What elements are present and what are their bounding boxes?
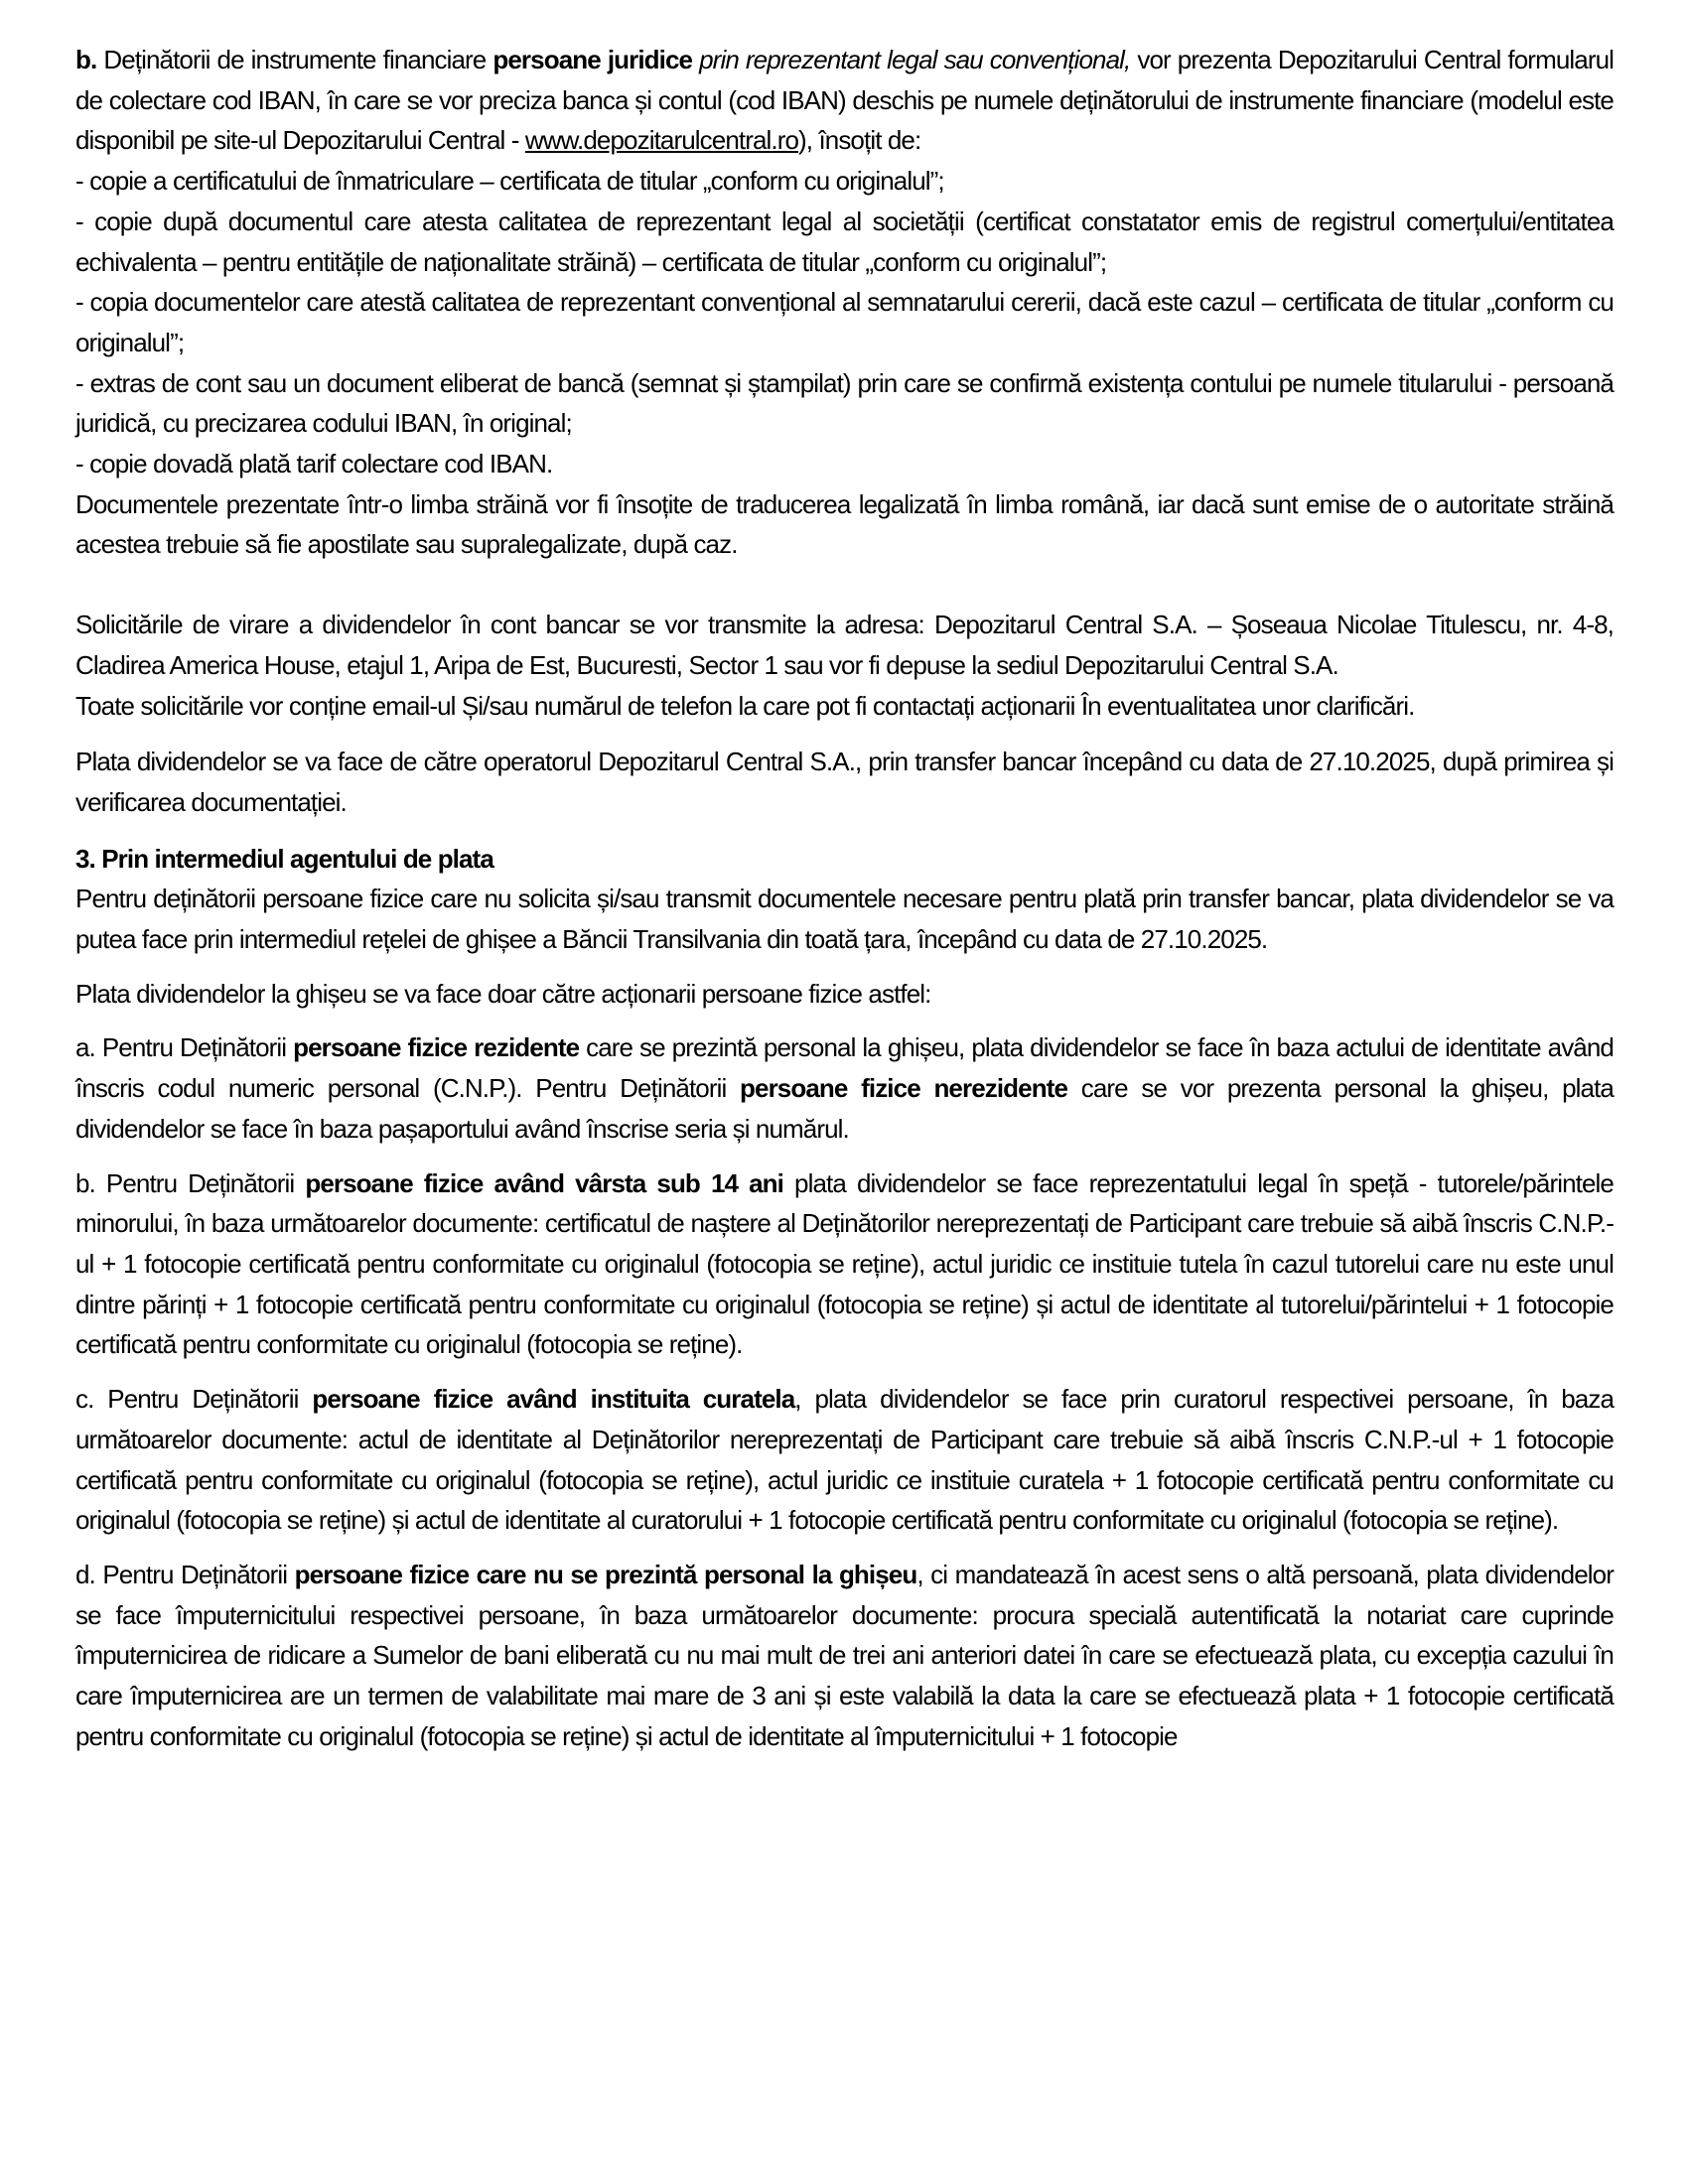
bold-term: persoane fizice care nu se prezintă personal la ghișeu xyxy=(294,1559,917,1589)
list-item: - copie după documentul care atesta calitatea de reprezentant legal al societății (certificat constatator emis de registrul comerțului/entitatea echivalenta – pentru entitățile de naționalitate străină) – certificata de titular „conform cu originalul”; xyxy=(75,205,1614,277)
list-item: - copia documentelor care atestă calitatea de reprezentant convențional al semnatarului cererii, dacă este cazul – certificata de titular „conform cu originalul”; xyxy=(75,287,1614,357)
paragraph-c-curatela: c. Pentru Deținătorii persoane fizice având instituita curatela, plata dividendelor se face prin curatorul respectivei persoane, în baza următoarelor documente: actul de identitate al Deținătorilor nereprezentați de Participant care trebuie să aibă înscris C.N.P.-ul + 1 fotocopie certificată pentru conformitate cu originalul (fotocopia se reține), actul juridic ce instituie curatela + 1 fotocopie certificată pentru conformitate cu originalul (fotocopia se reține) și actul de identitate al curatorului + 1 fotocopie certificată pentru conformitate cu originalul (fotocopia se reține). xyxy=(75,1384,1614,1536)
depozitar-website-link[interactable]: www.depozitarulcentral.ro xyxy=(524,125,799,156)
paragraph-d-mandate: d. Pentru Deținătorii persoane fizice care nu se prezintă personal la ghișeu, ci mandatează în acest sens o altă persoană, plata dividendelor se face împuternicitului respectivei persoane, în baza următoarelor documente: procura specială autentificată la notariat care cuprinde împuternicirea de ridicare a Sumelor de bani eliberată cu nu mai mult de trei ani anteriori datei în care se efectuează plata, cu excepția cazului în care împuternicirea are un termen de valabilitate mai mare de 3 ani și este valabilă la data la care se efectuează plata + 1 fotocopie certificată pentru conformitate cu originalul (fotocopia se reține) și actul de identitate al împuternicitului + 1 fotocopie xyxy=(75,1559,1614,1751)
item-label: b. xyxy=(75,45,97,74)
payment-transfer-note: Plata dividendelor se va face de către operatorul Depozitarul Central S.A., prin transfer bancar începând cu data de 27.10.2025, după primirea și verificarea documentației. xyxy=(75,747,1614,817)
foreign-docs-note: Documentele prezentate într-o limba străină vor fi însoțite de traducerea legalizată în limba română, iar dacă sunt emise de o autoritate străină acestea trebuie să fie apostilate sau supralegalizate, după caz. xyxy=(75,488,1614,560)
bold-term: persoane fizice având instituita curatela xyxy=(312,1384,795,1415)
paragraph-b-minors: b. Pentru Deținătorii persoane fizice având vârsta sub 14 ani plata dividendelor se face reprezentatului legal în speță - tutorele/părintele minorului, în baza următoarelor documente: certificatul de naștere al Deținătorilor nereprezentați de Participant care trebuie să aibă înscris C.N.P.-ul + 1 fotocopie certificată pentru conformitate cu originalul (fotocopia se reține), actul juridic ce instituie tutela în cazul tutorelui care nu este unul dintre părinți + 1 fotocopie certificată pentru conformitate cu originalul (fotocopia se reține) și actul de identitate al tutorelui/părintelui + 1 fotocopie certificată pentru conformitate cu originalul (fotocopia se reține). xyxy=(75,1167,1614,1360)
document-page xyxy=(75,40,1614,1756)
paragraph-a-rezidente: a. Pentru Deținătorii persoane fizice rezidente care se prezintă personal la ghișeu, plata dividendelor se face în baza actului de identitate având înscris codul numeric personal (C.N.P.). Pentru Deținătorii persoane fizice nerezidente care se vor prezenta personal la ghișeu, plata dividendelor se face în baza pașaportului având înscrise seria și numărul. xyxy=(75,1032,1614,1144)
bold-term: persoane fizice având vârsta sub 14 ani xyxy=(305,1167,783,1198)
counter-intro: Plata dividendelor la ghișeu se va face doar către acționarii persoane fizice astfel: xyxy=(75,978,931,1009)
requests-contact: Toate solicitările vor conține email-ul Și/sau numărul de telefon la care pot fi contactați acționarii În eventualitatea unor clarificări. xyxy=(75,690,1415,721)
section-3-heading: 3. Prin intermediul agentului de plata xyxy=(75,843,493,874)
bold-term: persoane fizice rezidente xyxy=(293,1032,580,1063)
italic-term: prin reprezentant legal sau convențional, xyxy=(699,45,1131,74)
section-3-intro: Pentru deținătorii persoane fizice care nu solicita și/sau transmit documentele necesare pentru plată prin transfer bancar, plata dividendelor se va putea face prin intermediul rețelei de ghișee a Băncii Transilvania din toată țara, începând cu data de 27.10.2025. xyxy=(75,884,1614,955)
list-item: - copie a certificatului de înmatriculare – certificata de titular „conform cu originalul”; xyxy=(75,166,944,197)
bold-term: persoane fizice nerezidente xyxy=(740,1073,1068,1104)
list-item: - copie dovadă plată tarif colectare cod IBAN. xyxy=(75,449,553,479)
paragraph-juridice: b. Deținătorii de instrumente financiare persoane juridice prin reprezentant legal sau convențional, vor prezenta Depozitarului Central formularul de colectare cod IBAN, în care se vor preciza banca și contul (cod IBAN) deschis pe numele deținătorului de instrumente financiare (modelul este disponibil pe site-ul Depozitarului Central - www.depozitarulcentral.ro), însoțit de: xyxy=(75,45,1615,156)
bold-term: persoane juridice xyxy=(492,45,693,74)
requests-address: Solicitările de virare a dividendelor în cont bancar se vor transmite la adresa: Depozitarul Central S.A. – Șoseaua Nicolae Titulescu, nr. 4-8, Cladirea America House, etajul 1, Aripa de Est, Bucuresti, Sector 1 sau vor fi depuse la sediul Depozitarului Central S.A. xyxy=(75,610,1614,680)
list-item: - extras de cont sau un document eliberat de bancă (semnat și ștampilat) prin care se confirmă existența contului pe numele titularului - persoană juridică, cu precizarea codului IBAN, în original; xyxy=(75,367,1614,439)
